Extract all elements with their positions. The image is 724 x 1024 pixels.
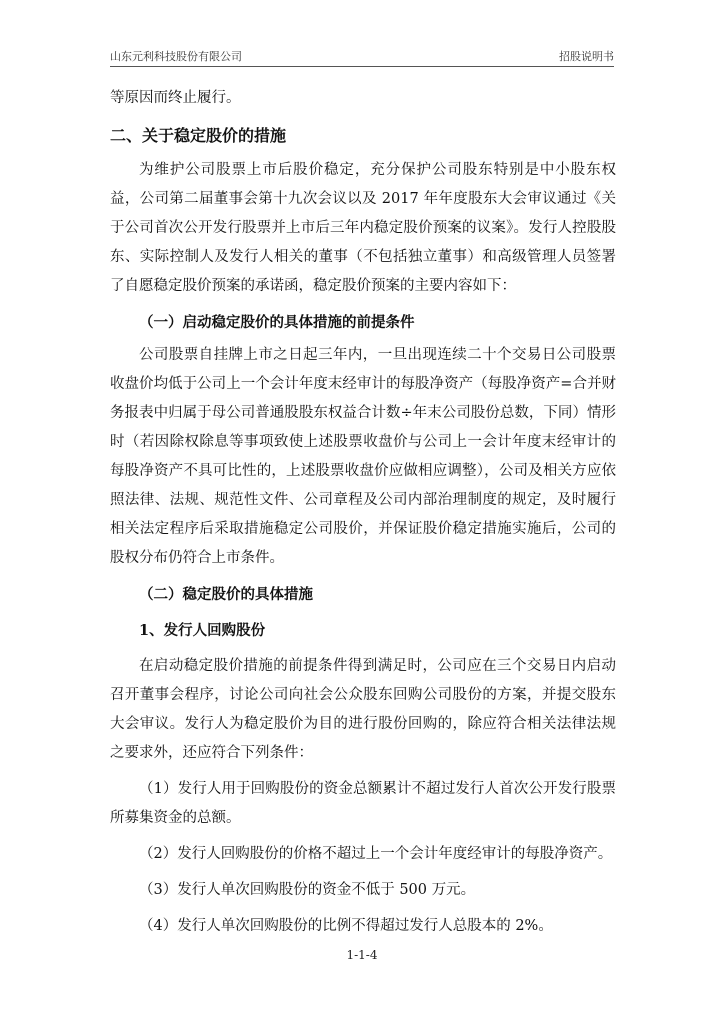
buyback-paragraph: 在启动稳定股价措施的前提条件得到满足时，公司应在三个交易日内启动召开董事会程序，讨论公司向社会公众股东回购公司股份的方案，并提交股东大会审议。发行人为稳定股价为目的进行股份回购的，除应符合相关法律法规之要求外，还应符合下列条件： xyxy=(110,658,616,761)
header-company-name: 山东元利科技股份有限公司 xyxy=(110,50,242,63)
document-body xyxy=(110,84,616,941)
condition-item-4: （4）发行人单次回购股份的比例不得超过发行人总股本的 2%。 xyxy=(139,918,553,934)
page-header xyxy=(110,48,614,64)
conditions-paragraph: 公司股票自挂牌上市之日起三年内，一旦出现连续二十个交易日公司股票收盘价均低于公司上一个会计年度末经审计的每股净资产（每股净资产=合并财务报表中归属于母公司普通股股东权益合计数÷年末公司股份总数，下同）情形时（若因除权除息等事项致使上述股票收盘价与公司上一会计年度末经审计的每股净资产不具可比性的，上述股票收盘价应做相应调整），公司及相关方应依照法律、法规、规范性文件、公司章程及公司内部治理制度的规定，及时履行相关法定程序后采取措施稳定公司股价，并保证股价稳定措施实施后，公司的股权分布仍符合上市条件。 xyxy=(110,347,616,566)
page-number: 1-1-4 xyxy=(346,948,378,962)
subsection-heading-measures: （二）稳定股价的具体措施 xyxy=(139,586,313,603)
subsection-heading-conditions: （一）启动稳定股价的具体措施的前提条件 xyxy=(139,314,415,331)
continuation-paragraph: 等原因而终止履行。 xyxy=(110,90,241,106)
condition-item-2: （2）发行人回购股份的价格不超过上一个会计年度经审计的每股净资产。 xyxy=(139,846,613,862)
condition-item-1: （1）发行人用于回购股份的资金总额累计不超过发行人首次公开发行股票所募集资金的总额。 xyxy=(110,781,616,826)
header-divider xyxy=(110,66,614,67)
condition-item-3: （3）发行人单次回购股份的资金不低于 500 万元。 xyxy=(139,882,476,898)
intro-paragraph: 为维护公司股票上市后股价稳定，充分保护公司股东特别是中小股东权益，公司第二届董事会第十九次会议以及 2017 年年度股东大会审议通过《关于公司首次公开发行股票并上市后三年内稳定股价预案的议案》。发行人控股股东、实际控制人及发行人相关的董事（不包括独立董事）和高级管理人员签署了自愿稳定股价预案的承诺函，稳定股价预案的主要内容如下： xyxy=(110,162,616,294)
item-heading-buyback: 1、发行人回购股份 xyxy=(139,622,266,639)
section-heading: 二、关于稳定股价的措施 xyxy=(110,126,287,145)
header-document-type: 招股说明书 xyxy=(559,50,614,63)
